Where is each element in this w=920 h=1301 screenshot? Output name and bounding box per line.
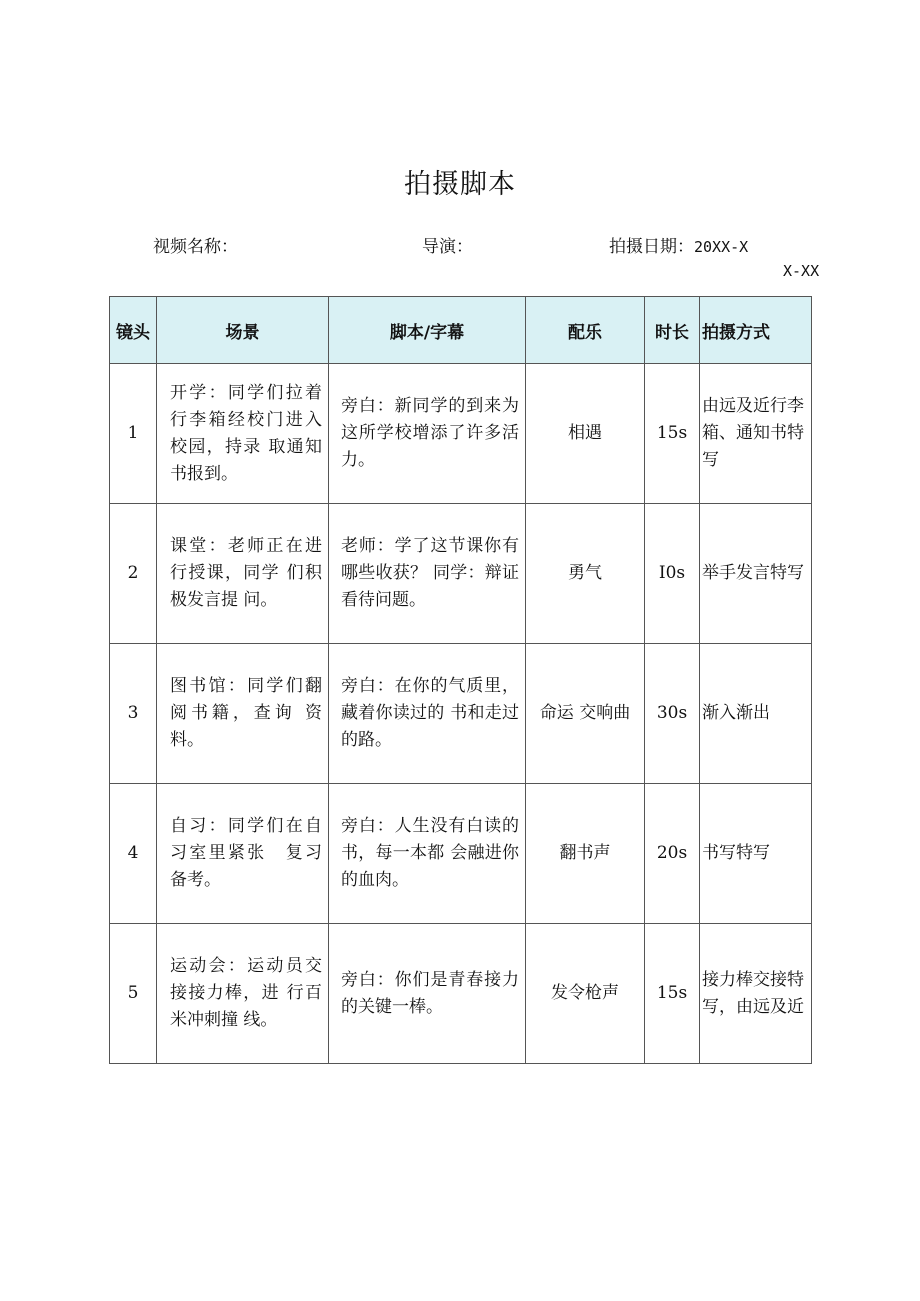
script-cell: 旁白：你们是青春接力的关键一棒。 [329, 924, 526, 1064]
script-cell: 旁白：人生没有白读的书，每一本都 会融进你的血肉。 [329, 784, 526, 924]
duration-cell: 20s [645, 784, 700, 924]
duration-cell: 15s [645, 364, 700, 504]
duration-cell: 15s [645, 924, 700, 1064]
scene-cell: 开学：同学们拉着行李箱经校门进入校园，持录 取通知书报到。 [157, 364, 329, 504]
table-row [110, 644, 812, 784]
script-cell: 旁白：新同学的到来为这所学校增添了许多活力。 [329, 364, 526, 504]
video-name-label: 视频名称： [153, 237, 238, 257]
shot-number: 5 [110, 924, 157, 1064]
shot-number: 3 [110, 644, 157, 784]
header-script: 脚本/字幕 [329, 297, 526, 364]
shooting-script-table [109, 296, 812, 1064]
method-cell: 书写特写 [700, 784, 812, 924]
shoot-date-value-continued: X-XX [783, 262, 820, 280]
music-cell: 相遇 [526, 364, 645, 504]
shoot-date-value: 20XX-X [694, 238, 749, 256]
method-cell: 渐入渐出 [700, 644, 812, 784]
method-cell: 由远及近行李箱、通知书特写 [700, 364, 812, 504]
script-cell: 老师：学了这节课你有哪些收获？ 同学：辩证看待问题。 [329, 504, 526, 644]
header-shot: 镜头 [110, 297, 157, 364]
duration-cell: I0s [645, 504, 700, 644]
scene-cell: 课堂：老师正在进行授课，同学 们积极发言提 问。 [157, 504, 329, 644]
director-label: 导演： [422, 237, 473, 257]
script-cell: 旁白：在你的气质里，藏着你读过的 书和走过的路。 [329, 644, 526, 784]
music-cell: 命运 交响曲 [526, 644, 645, 784]
method-cell: 举手发言特写 [700, 504, 812, 644]
header-duration: 时长 [645, 297, 700, 364]
table-row [110, 364, 812, 504]
header-music: 配乐 [526, 297, 645, 364]
scene-cell: 自习：同学们在自习室里紧张 复习备考。 [157, 784, 329, 924]
method-cell: 接力棒交接特写，由远及近 [700, 924, 812, 1064]
shoot-date-label: 拍摄日期： [609, 237, 694, 257]
music-cell: 发令枪声 [526, 924, 645, 1064]
page-title: 拍摄脚本 [404, 169, 516, 200]
table-header-row [110, 297, 812, 364]
shoot-date [609, 232, 748, 257]
shot-number: 1 [110, 364, 157, 504]
header-scene: 场景 [157, 297, 329, 364]
scene-cell: 运动会：运动员交接接力棒，进 行百米冲刺撞 线。 [157, 924, 329, 1064]
scene-cell: 图书馆：同学们翻阅书籍，查询 资料。 [157, 644, 329, 784]
table-row [110, 784, 812, 924]
duration-cell: 30s [645, 644, 700, 784]
music-cell: 翻书声 [526, 784, 645, 924]
music-cell: 勇气 [526, 504, 645, 644]
header-method: 拍摄方式 [700, 297, 812, 364]
table-row [110, 924, 812, 1064]
shot-number: 4 [110, 784, 157, 924]
table-row [110, 504, 812, 644]
shot-number: 2 [110, 504, 157, 644]
